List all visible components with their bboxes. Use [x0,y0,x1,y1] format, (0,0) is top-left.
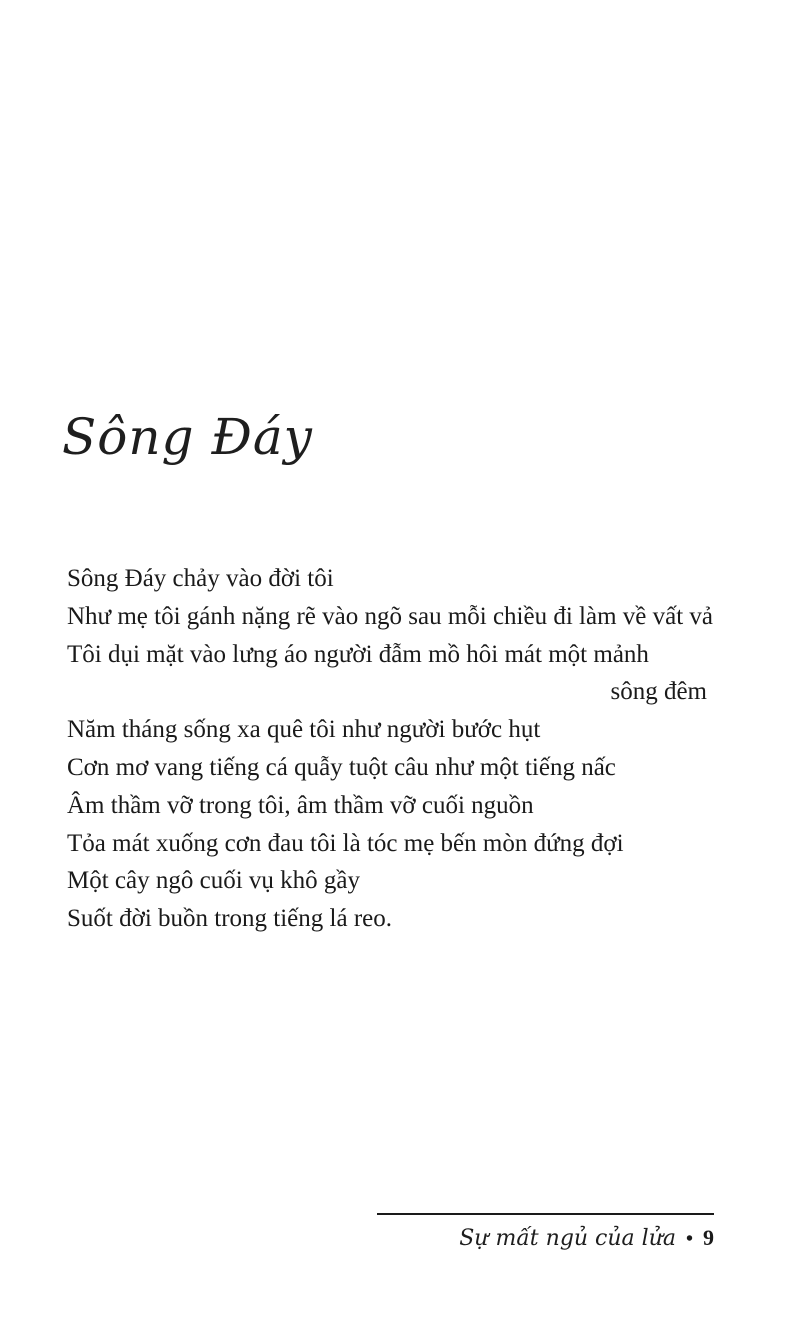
poem-line-continuation: sông đêm [610,678,707,706]
poem-body [67,560,727,938]
page-footer [459,1225,714,1251]
page-number: 9 [703,1225,714,1250]
poem-line: Như mẹ tôi gánh nặng rẽ vào ngõ sau mỗi chiều đi làm về vất vả [67,602,714,630]
poem-line: Tôi dụi mặt vào lưng áo người đẫm mồ hôi mát một mảnh [67,640,649,668]
poem-line: Tỏa mát xuống cơn đau tôi là tóc mẹ bến mòn đứng đợi [67,829,624,857]
footer-divider [377,1213,714,1215]
poem-line: Suốt đời buồn trong tiếng lá reo. [67,905,392,933]
poem-line: Một cây ngô cuối vụ khô gầy [67,867,361,895]
running-book-title: Sự mất ngủ của lửa [459,1226,676,1251]
poem-line: Cơn mơ vang tiếng cá quẫy tuột câu như một tiếng nấc [67,753,616,781]
poem-line: Sông Đáy chảy vào đời tôi [67,565,334,592]
poem-title: Sông Đáy [62,408,313,466]
poem-line: Âm thầm vỡ trong tôi, âm thầm vỡ cuối nguồn [67,791,534,819]
poem-line: Năm tháng sống xa quê tôi như người bước hụt [67,716,541,744]
footer-separator: • [685,1228,693,1250]
